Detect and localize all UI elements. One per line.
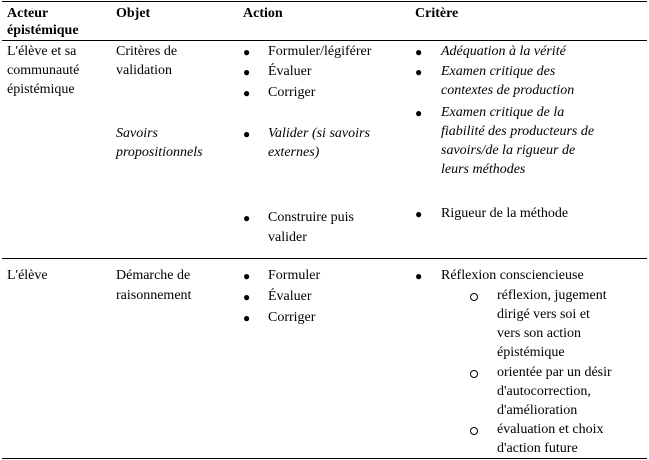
header-critere: Critère <box>415 6 459 21</box>
bullet-icon: ● <box>243 211 251 225</box>
sub-list-item-continuation: d'action future <box>497 441 578 456</box>
list-item: Évaluer <box>268 64 312 79</box>
bullet-icon: ● <box>415 65 423 79</box>
circle-bullet-icon <box>470 370 478 378</box>
bullet-icon: ● <box>243 86 251 100</box>
circle-bullet-icon <box>470 427 478 435</box>
list-item: Examen critique de la <box>441 105 565 120</box>
list-item: Construire puis <box>268 210 354 225</box>
list-item-continuation: valider <box>268 230 307 245</box>
row1-objet-a-line-2: validation <box>116 63 172 78</box>
sub-list-item: évaluation et choix <box>497 422 604 437</box>
list-item-continuation: externes) <box>268 145 320 160</box>
header-acteur-line-2: épistémique <box>7 23 79 38</box>
row1-objet-a-line-1: Critères de <box>116 44 178 59</box>
row2-objet-line-1: Démarche de <box>116 268 191 283</box>
row2-objet-line-2: raisonnement <box>116 288 192 303</box>
bullet-icon: ● <box>243 65 251 79</box>
bullet-icon: ● <box>415 207 423 221</box>
header-action: Action <box>243 6 283 21</box>
circle-bullet-icon <box>470 293 478 301</box>
table-top-rule <box>2 1 647 2</box>
list-item-continuation: contextes de production <box>441 83 575 98</box>
header-acteur-line-1: Acteur <box>7 6 49 21</box>
row1-acteur-line-2: communauté <box>7 63 80 78</box>
list-item: Corriger <box>268 310 316 325</box>
row-separator-rule <box>2 258 647 259</box>
list-item-continuation: fiabilité des producteurs de <box>441 124 595 139</box>
bullet-icon: ● <box>243 311 251 325</box>
list-item: Examen critique des <box>441 64 556 79</box>
list-item-continuation: savoirs/de la rigueur de <box>441 143 576 158</box>
list-item: Adéquation à la vérité <box>441 44 566 59</box>
row1-acteur-line-3: épistémique <box>7 82 75 97</box>
bullet-icon: ● <box>243 45 251 59</box>
list-item: Réflexion consciencieuse <box>441 268 584 283</box>
header-bottom-rule <box>2 40 647 41</box>
sub-list-item: réflexion, jugement <box>497 288 607 303</box>
header-objet: Objet <box>116 6 151 21</box>
bullet-icon: ● <box>415 269 423 283</box>
bullet-icon: ● <box>415 45 423 59</box>
bullet-icon: ● <box>243 290 251 304</box>
bullet-icon: ● <box>243 127 251 141</box>
row2-acteur: L'élève <box>7 268 48 283</box>
sub-list-item-continuation: dirigé vers soi et <box>497 307 590 322</box>
sub-list-item-continuation: d'amélioration <box>497 403 578 418</box>
table-bottom-rule <box>2 458 647 459</box>
list-item: Formuler <box>268 268 321 283</box>
list-item: Rigueur de la méthode <box>441 206 569 221</box>
row1-objet-b-line-2: propositionnels <box>116 145 203 160</box>
list-item: Corriger <box>268 85 316 100</box>
sub-list-item-continuation: d'autocorrection, <box>497 384 591 399</box>
list-item: Valider (si savoirs <box>268 126 370 141</box>
sub-list-item: orientée par un désir <box>497 365 612 380</box>
sub-list-item-continuation: épistémique <box>497 345 565 360</box>
row1-objet-b-line-1: Savoirs <box>116 126 158 141</box>
bullet-icon: ● <box>415 106 423 120</box>
list-item-continuation: leurs méthodes <box>441 162 526 177</box>
sub-list-item-continuation: vers son action <box>497 326 581 341</box>
row1-acteur-line-1: L'élève et sa <box>7 44 77 59</box>
list-item: Formuler/légiférer <box>268 44 372 59</box>
list-item: Évaluer <box>268 289 312 304</box>
bullet-icon: ● <box>243 269 251 283</box>
